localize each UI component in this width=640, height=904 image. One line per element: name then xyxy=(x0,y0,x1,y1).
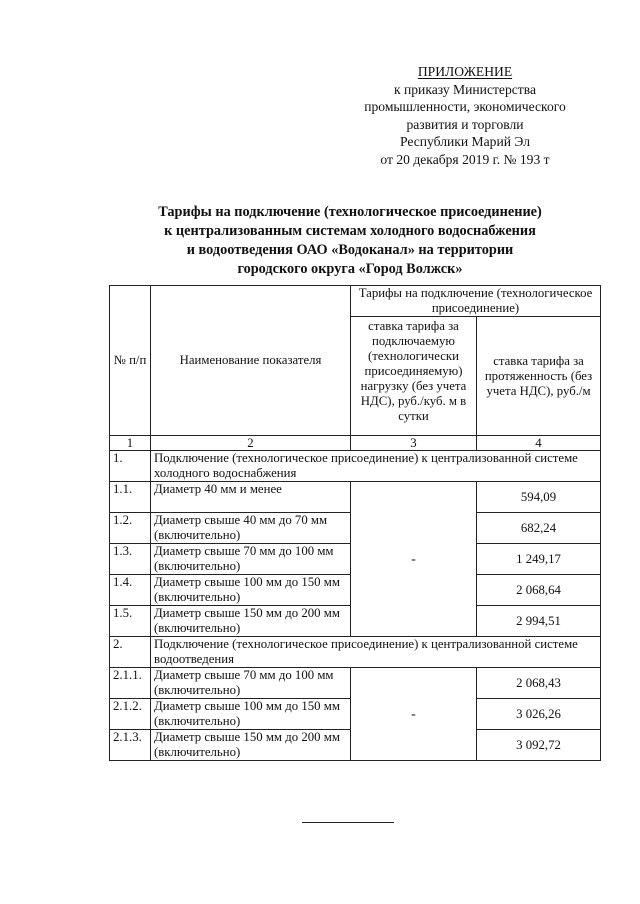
section-title: Подключение (технологическое присоединение) к централизованной системе водоотведения xyxy=(151,637,601,668)
document-title-line-3: и водоотведения ОАО «Водоканал» на территории xyxy=(186,242,514,258)
header-rate-length: ставка тарифа за протяженность (без учета НДС), руб./м xyxy=(477,317,601,436)
row-num: 1.1. xyxy=(110,482,151,513)
column-number: 1 xyxy=(110,436,151,451)
footer-divider xyxy=(302,822,394,823)
length-rate-cell: 3 026,26 xyxy=(477,699,601,730)
row-name: Диаметр свыше 70 мм до 100 мм (включительно) xyxy=(151,668,351,699)
row-num: 1.3. xyxy=(110,544,151,575)
appendix-line-4: Республики Марий Эл xyxy=(399,134,531,149)
appendix-line-5: от 20 декабря 2019 г. № 193 т xyxy=(380,151,550,167)
document-title-line-1: Тарифы на подключение (технологическое присоединение) xyxy=(158,204,542,220)
column-number: 2 xyxy=(151,436,351,451)
row-name: Диаметр свыше 70 мм до 100 мм (включительно) xyxy=(151,544,351,575)
load-rate-cell: - xyxy=(351,482,477,637)
length-rate-cell: 2 068,64 xyxy=(477,575,601,606)
length-rate-cell: 682,24 xyxy=(477,513,601,544)
row-name: Диаметр свыше 150 мм до 200 мм (включительно) xyxy=(151,606,351,637)
length-rate-cell: 2 068,43 xyxy=(477,668,601,699)
section-num: 2. xyxy=(110,637,151,668)
section-num: 1. xyxy=(110,451,151,482)
row-name: Диаметр свыше 40 мм до 70 мм (включительно) xyxy=(151,513,351,544)
row-name: Диаметр свыше 150 мм до 200 мм (включительно) xyxy=(151,730,351,761)
row-num: 2.1.2. xyxy=(110,699,151,730)
row-name: Диаметр 40 мм и менее xyxy=(151,482,351,513)
row-num: 1.5. xyxy=(110,606,151,637)
section-title: Подключение (технологическое присоединение) к централизованной системе холодного водоснабжения xyxy=(151,451,601,482)
document-title-line-4: городского округа «Город Волжск» xyxy=(237,261,463,277)
row-name: Диаметр свыше 100 мм до 150 мм (включительно) xyxy=(151,575,351,606)
column-number: 4 xyxy=(477,436,601,451)
header-row-1 xyxy=(110,286,601,317)
length-rate-cell: 594,09 xyxy=(477,482,601,513)
load-rate-cell: - xyxy=(351,668,477,761)
section-row xyxy=(110,637,601,668)
header-rate-load: ставка тарифа за подключаемую (технологически присоединяемую) нагрузку (без учета НДС), руб./куб. м в сутки xyxy=(351,317,477,436)
row-num: 2.1.3. xyxy=(110,730,151,761)
appendix-line-2: промышленности, экономического xyxy=(364,99,566,114)
length-rate-cell: 1 249,17 xyxy=(477,544,601,575)
column-number-row xyxy=(110,436,601,451)
tariffs-table xyxy=(109,285,601,761)
length-rate-cell: 2 994,51 xyxy=(477,606,601,637)
row-num: 2.1.1. xyxy=(110,668,151,699)
appendix-line-1: к приказу Министерства xyxy=(393,81,537,97)
document-title-line-2: к централизованным системам холодного водоснабжения xyxy=(164,223,536,239)
length-rate-cell: 3 092,72 xyxy=(477,730,601,761)
column-number: 3 xyxy=(351,436,477,451)
document-title xyxy=(100,203,600,279)
header-name: Наименование показателя xyxy=(151,286,351,436)
row-num: 1.2. xyxy=(110,513,151,544)
appendix-line-3: развития и торговли xyxy=(406,116,524,132)
appendix-header xyxy=(330,63,600,168)
appendix-title: ПРИЛОЖЕНИЕ xyxy=(417,64,513,79)
section-row xyxy=(110,451,601,482)
row-name: Диаметр свыше 100 мм до 150 мм (включительно) xyxy=(151,699,351,730)
row-num: 1.4. xyxy=(110,575,151,606)
header-tariffs-group: Тарифы на подключение (технологическое присоединение) xyxy=(351,286,601,317)
table-row xyxy=(110,668,601,699)
header-num: № п/п xyxy=(110,286,151,436)
table-row xyxy=(110,482,601,513)
